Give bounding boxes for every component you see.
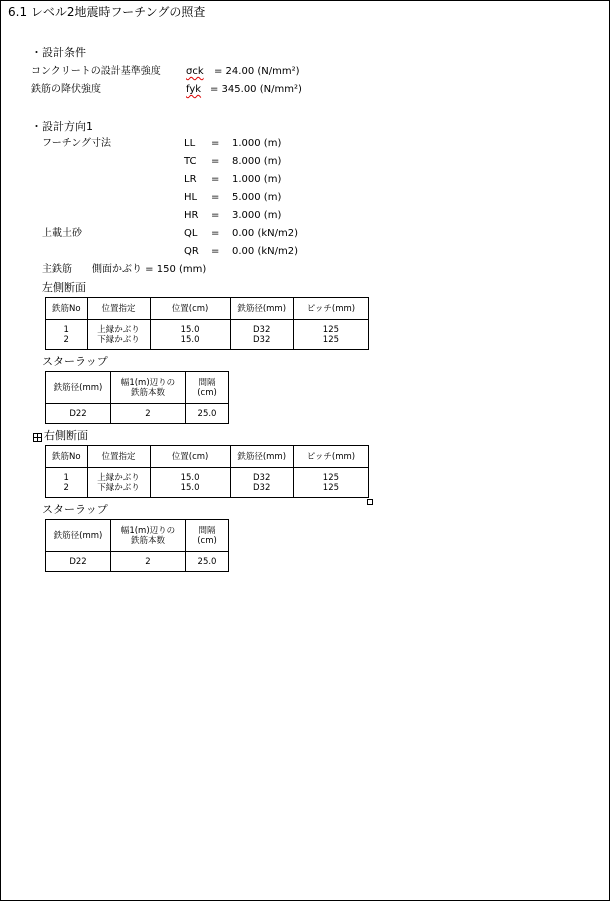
dim-value: 8.000 (m)	[232, 156, 282, 167]
page-title: 6.1 レベル2地震時フーチングの照査	[8, 5, 206, 19]
col-header: 間隔	[198, 525, 216, 536]
col-header: 幅1(m)辺りの	[120, 525, 176, 536]
main-rebar-cover: 主鉄筋 側面かぶり = 150 (mm)	[42, 264, 207, 275]
soil-eq: =	[211, 228, 220, 239]
table-row	[46, 468, 369, 498]
table-row	[46, 404, 229, 424]
col-header: 位置指定	[87, 446, 150, 468]
col-header: 鉄筋No	[46, 446, 88, 468]
table-resize-handle-icon[interactable]	[367, 499, 373, 505]
concrete-strength-value: = 24.00 (N/mm²)	[214, 66, 300, 77]
rebar-diameter: D32	[253, 472, 271, 483]
dim-value: 5.000 (m)	[232, 192, 282, 203]
table-header-row	[46, 446, 369, 468]
col-header: 鉄筋径(mm)	[230, 446, 293, 468]
soil-value: 0.00 (kN/m2)	[232, 228, 298, 239]
position-cm: 15.0	[180, 334, 200, 345]
stirrup-count: 2	[111, 404, 186, 424]
surcharge-soil-label: 上載土砂	[42, 228, 82, 239]
col-header: (cm)	[197, 535, 217, 546]
dim-symbol: TC	[184, 156, 197, 167]
pitch: 125	[322, 324, 340, 335]
table-header-row	[46, 298, 369, 320]
left-section-heading: 左側断面	[42, 281, 86, 294]
col-header: 位置(cm)	[150, 446, 230, 468]
dim-value: 1.000 (m)	[232, 138, 282, 149]
left-stirrup-heading: スターラップ	[42, 355, 108, 368]
col-header: ピッチ(mm)	[293, 298, 368, 320]
rebar-yield-label: 鉄筋の降伏強度	[31, 84, 101, 95]
position-spec: 上縁かぶり	[97, 324, 140, 335]
rebar-diameter: D32	[253, 324, 271, 335]
table-header-row	[46, 372, 229, 404]
right-section-heading: 右側断面	[44, 429, 88, 442]
col-header: 鉄筋No	[46, 298, 88, 320]
rebar-symbol: fyk	[186, 84, 202, 95]
pitch: 125	[322, 472, 340, 483]
dim-symbol: LL	[184, 138, 196, 149]
rebar-no: 2	[63, 334, 69, 345]
left-stirrup-table	[45, 371, 229, 424]
table-row	[46, 552, 229, 572]
stirrup-spacing: 25.0	[186, 552, 229, 572]
col-header: 鉄筋径(mm)	[46, 520, 111, 552]
stirrup-diameter: D22	[46, 552, 111, 572]
col-header: 位置指定	[87, 298, 150, 320]
dim-value: 1.000 (m)	[232, 174, 282, 185]
rebar-no: 1	[63, 324, 69, 335]
footing-dimension-label: フーチング寸法	[42, 138, 111, 149]
position-cm: 15.0	[180, 482, 200, 493]
rebar-yield-value: = 345.00 (N/mm²)	[210, 84, 302, 95]
soil-symbol: QR	[184, 246, 199, 257]
dim-eq: =	[211, 210, 220, 221]
table-row	[46, 320, 369, 350]
dim-eq: =	[211, 174, 220, 185]
pitch: 125	[322, 334, 340, 345]
right-stirrup-table	[45, 519, 229, 572]
position-spec: 下縁かぶり	[97, 334, 140, 345]
col-header: 鉄筋径(mm)	[46, 372, 111, 404]
table-move-handle-icon[interactable]	[33, 433, 42, 442]
soil-value: 0.00 (kN/m2)	[232, 246, 298, 257]
position-spec: 下縁かぶり	[97, 482, 140, 493]
col-header: 鉄筋本数	[130, 535, 165, 546]
dim-symbol: HL	[184, 192, 198, 203]
col-header: 鉄筋径(mm)	[230, 298, 293, 320]
right-rebar-table	[45, 445, 369, 498]
rebar-diameter: D32	[253, 334, 271, 345]
pitch: 125	[322, 482, 340, 493]
position-cm: 15.0	[180, 324, 200, 335]
dim-symbol: HR	[184, 210, 199, 221]
dim-symbol: LR	[184, 174, 197, 185]
design-conditions-heading: ・設計条件	[31, 46, 86, 59]
stirrup-count: 2	[111, 552, 186, 572]
rebar-no: 2	[63, 482, 69, 493]
position-cm: 15.0	[180, 472, 200, 483]
col-header: 幅1(m)辺りの	[120, 377, 176, 388]
stirrup-diameter: D22	[46, 404, 111, 424]
rebar-diameter: D32	[253, 482, 271, 493]
col-header: 位置(cm)	[150, 298, 230, 320]
table-header-row	[46, 520, 229, 552]
dim-eq: =	[211, 192, 220, 203]
col-header: 鉄筋本数	[130, 387, 165, 398]
soil-symbol: QL	[184, 228, 198, 239]
dim-eq: =	[211, 156, 220, 167]
col-header: (cm)	[197, 387, 217, 398]
stirrup-spacing: 25.0	[186, 404, 229, 424]
right-stirrup-heading: スターラップ	[42, 503, 108, 516]
dim-value: 3.000 (m)	[232, 210, 282, 221]
rebar-no: 1	[63, 472, 69, 483]
left-rebar-table	[45, 297, 369, 350]
dim-eq: =	[211, 138, 220, 149]
position-spec: 上縁かぶり	[97, 472, 140, 483]
col-header: ピッチ(mm)	[293, 446, 368, 468]
concrete-strength-label: コンクリートの設計基準強度	[31, 66, 161, 77]
concrete-symbol: σck	[186, 66, 204, 77]
design-direction-heading: ・設計方向1	[31, 120, 93, 133]
soil-eq: =	[211, 246, 220, 257]
col-header: 間隔	[198, 377, 216, 388]
